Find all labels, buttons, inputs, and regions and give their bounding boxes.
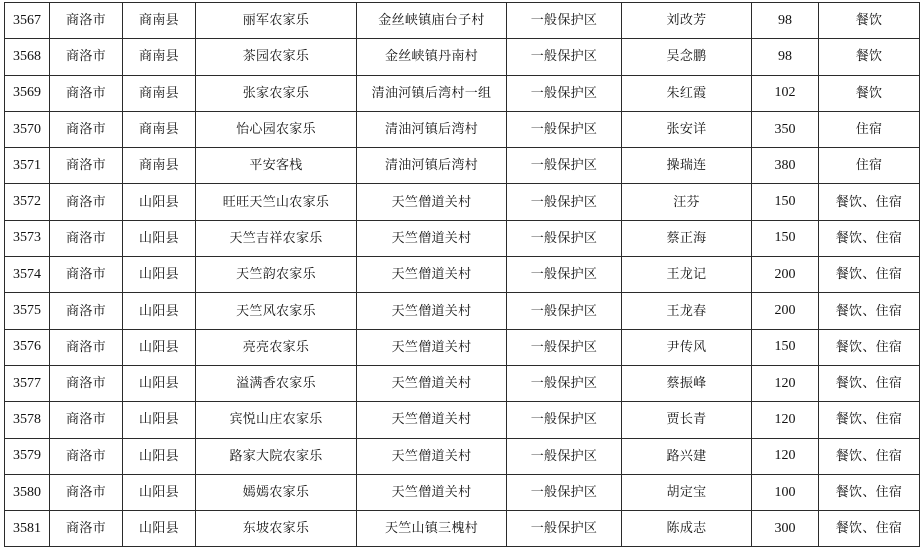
location-cell: 天竺僧道关村 bbox=[357, 293, 507, 329]
capacity-cell: 102 bbox=[752, 75, 819, 111]
location-cell: 天竺僧道关村 bbox=[357, 184, 507, 220]
city-cell: 商洛市 bbox=[50, 75, 123, 111]
location-cell: 金丝峡镇庙台子村 bbox=[357, 3, 507, 39]
table-row bbox=[5, 474, 920, 510]
table-row bbox=[5, 402, 920, 438]
location-cell: 天竺僧道关村 bbox=[357, 329, 507, 365]
zone-cell: 一般保护区 bbox=[507, 257, 622, 293]
table-row bbox=[5, 39, 920, 75]
zone-cell: 一般保护区 bbox=[507, 511, 622, 547]
business-name-cell: 张家农家乐 bbox=[196, 75, 357, 111]
row-id: 3577 bbox=[5, 365, 50, 401]
capacity-cell: 200 bbox=[752, 293, 819, 329]
type-cell: 住宿 bbox=[819, 111, 920, 147]
type-cell: 餐饮、住宿 bbox=[819, 402, 920, 438]
zone-cell: 一般保护区 bbox=[507, 329, 622, 365]
person-cell: 汪芬 bbox=[622, 184, 752, 220]
row-id: 3578 bbox=[5, 402, 50, 438]
capacity-cell: 300 bbox=[752, 511, 819, 547]
business-name-cell: 旺旺天竺山农家乐 bbox=[196, 184, 357, 220]
type-cell: 住宿 bbox=[819, 148, 920, 184]
county-cell: 山阳县 bbox=[123, 511, 196, 547]
county-cell: 山阳县 bbox=[123, 293, 196, 329]
type-cell: 餐饮、住宿 bbox=[819, 511, 920, 547]
capacity-cell: 98 bbox=[752, 3, 819, 39]
county-cell: 山阳县 bbox=[123, 220, 196, 256]
table-row bbox=[5, 184, 920, 220]
county-cell: 商南县 bbox=[123, 39, 196, 75]
row-id: 3580 bbox=[5, 474, 50, 510]
county-cell: 山阳县 bbox=[123, 184, 196, 220]
capacity-cell: 100 bbox=[752, 474, 819, 510]
type-cell: 餐饮 bbox=[819, 3, 920, 39]
capacity-cell: 120 bbox=[752, 438, 819, 474]
city-cell: 商洛市 bbox=[50, 511, 123, 547]
county-cell: 商南县 bbox=[123, 75, 196, 111]
zone-cell: 一般保护区 bbox=[507, 474, 622, 510]
city-cell: 商洛市 bbox=[50, 474, 123, 510]
table-row bbox=[5, 438, 920, 474]
capacity-cell: 120 bbox=[752, 402, 819, 438]
business-name-cell: 天竺吉祥农家乐 bbox=[196, 220, 357, 256]
city-cell: 商洛市 bbox=[50, 220, 123, 256]
type-cell: 餐饮、住宿 bbox=[819, 293, 920, 329]
type-cell: 餐饮、住宿 bbox=[819, 474, 920, 510]
county-cell: 山阳县 bbox=[123, 329, 196, 365]
table-row bbox=[5, 3, 920, 39]
city-cell: 商洛市 bbox=[50, 39, 123, 75]
row-id: 3573 bbox=[5, 220, 50, 256]
person-cell: 贾长青 bbox=[622, 402, 752, 438]
person-cell: 路兴建 bbox=[622, 438, 752, 474]
county-cell: 山阳县 bbox=[123, 438, 196, 474]
business-name-cell: 天竺韵农家乐 bbox=[196, 257, 357, 293]
table-row bbox=[5, 365, 920, 401]
type-cell: 餐饮、住宿 bbox=[819, 329, 920, 365]
zone-cell: 一般保护区 bbox=[507, 365, 622, 401]
city-cell: 商洛市 bbox=[50, 365, 123, 401]
type-cell: 餐饮、住宿 bbox=[819, 184, 920, 220]
type-cell: 餐饮、住宿 bbox=[819, 220, 920, 256]
capacity-cell: 98 bbox=[752, 39, 819, 75]
capacity-cell: 350 bbox=[752, 111, 819, 147]
business-name-cell: 丽军农家乐 bbox=[196, 3, 357, 39]
location-cell: 天竺僧道关村 bbox=[357, 474, 507, 510]
zone-cell: 一般保护区 bbox=[507, 3, 622, 39]
row-id: 3570 bbox=[5, 111, 50, 147]
person-cell: 陈成志 bbox=[622, 511, 752, 547]
city-cell: 商洛市 bbox=[50, 111, 123, 147]
business-name-cell: 路家大院农家乐 bbox=[196, 438, 357, 474]
county-cell: 商南县 bbox=[123, 3, 196, 39]
location-cell: 天竺僧道关村 bbox=[357, 402, 507, 438]
business-name-cell: 东坡农家乐 bbox=[196, 511, 357, 547]
row-id: 3581 bbox=[5, 511, 50, 547]
capacity-cell: 120 bbox=[752, 365, 819, 401]
person-cell: 王龙春 bbox=[622, 293, 752, 329]
county-cell: 商南县 bbox=[123, 111, 196, 147]
city-cell: 商洛市 bbox=[50, 148, 123, 184]
row-id: 3575 bbox=[5, 293, 50, 329]
type-cell: 餐饮 bbox=[819, 75, 920, 111]
zone-cell: 一般保护区 bbox=[507, 402, 622, 438]
city-cell: 商洛市 bbox=[50, 3, 123, 39]
location-cell: 清油河镇后湾村 bbox=[357, 111, 507, 147]
person-cell: 朱红霞 bbox=[622, 75, 752, 111]
row-id: 3576 bbox=[5, 329, 50, 365]
person-cell: 操瑞连 bbox=[622, 148, 752, 184]
person-cell: 王龙记 bbox=[622, 257, 752, 293]
zone-cell: 一般保护区 bbox=[507, 75, 622, 111]
county-cell: 山阳县 bbox=[123, 402, 196, 438]
zone-cell: 一般保护区 bbox=[507, 39, 622, 75]
county-cell: 山阳县 bbox=[123, 474, 196, 510]
business-name-cell: 怡心园农家乐 bbox=[196, 111, 357, 147]
business-name-cell: 茶园农家乐 bbox=[196, 39, 357, 75]
person-cell: 蔡振峰 bbox=[622, 365, 752, 401]
city-cell: 商洛市 bbox=[50, 293, 123, 329]
table-row bbox=[5, 148, 920, 184]
row-id: 3569 bbox=[5, 75, 50, 111]
person-cell: 尹传风 bbox=[622, 329, 752, 365]
business-name-cell: 天竺风农家乐 bbox=[196, 293, 357, 329]
business-name-cell: 亮亮农家乐 bbox=[196, 329, 357, 365]
capacity-cell: 380 bbox=[752, 148, 819, 184]
table-row bbox=[5, 220, 920, 256]
zone-cell: 一般保护区 bbox=[507, 184, 622, 220]
county-cell: 商南县 bbox=[123, 148, 196, 184]
table-row bbox=[5, 293, 920, 329]
zone-cell: 一般保护区 bbox=[507, 293, 622, 329]
person-cell: 胡定宝 bbox=[622, 474, 752, 510]
listing-table bbox=[4, 2, 920, 547]
table-row bbox=[5, 111, 920, 147]
zone-cell: 一般保护区 bbox=[507, 148, 622, 184]
business-name-cell: 宾悦山庄农家乐 bbox=[196, 402, 357, 438]
business-name-cell: 嫣嫣农家乐 bbox=[196, 474, 357, 510]
row-id: 3572 bbox=[5, 184, 50, 220]
row-id: 3574 bbox=[5, 257, 50, 293]
row-id: 3579 bbox=[5, 438, 50, 474]
type-cell: 餐饮、住宿 bbox=[819, 257, 920, 293]
table-row bbox=[5, 257, 920, 293]
location-cell: 天竺僧道关村 bbox=[357, 438, 507, 474]
capacity-cell: 150 bbox=[752, 184, 819, 220]
business-name-cell: 溢满香农家乐 bbox=[196, 365, 357, 401]
location-cell: 天竺僧道关村 bbox=[357, 365, 507, 401]
table-row bbox=[5, 511, 920, 547]
type-cell: 餐饮、住宿 bbox=[819, 365, 920, 401]
person-cell: 蔡正海 bbox=[622, 220, 752, 256]
location-cell: 金丝峡镇丹南村 bbox=[357, 39, 507, 75]
location-cell: 天竺僧道关村 bbox=[357, 220, 507, 256]
city-cell: 商洛市 bbox=[50, 257, 123, 293]
capacity-cell: 150 bbox=[752, 329, 819, 365]
location-cell: 天竺僧道关村 bbox=[357, 257, 507, 293]
county-cell: 山阳县 bbox=[123, 257, 196, 293]
zone-cell: 一般保护区 bbox=[507, 111, 622, 147]
type-cell: 餐饮 bbox=[819, 39, 920, 75]
table-row bbox=[5, 75, 920, 111]
city-cell: 商洛市 bbox=[50, 329, 123, 365]
row-id: 3568 bbox=[5, 39, 50, 75]
table-row bbox=[5, 329, 920, 365]
person-cell: 刘改芳 bbox=[622, 3, 752, 39]
row-id: 3567 bbox=[5, 3, 50, 39]
zone-cell: 一般保护区 bbox=[507, 220, 622, 256]
city-cell: 商洛市 bbox=[50, 438, 123, 474]
location-cell: 天竺山镇三槐村 bbox=[357, 511, 507, 547]
city-cell: 商洛市 bbox=[50, 402, 123, 438]
person-cell: 吴念鹏 bbox=[622, 39, 752, 75]
city-cell: 商洛市 bbox=[50, 184, 123, 220]
capacity-cell: 150 bbox=[752, 220, 819, 256]
location-cell: 清油河镇后湾村一组 bbox=[357, 75, 507, 111]
location-cell: 清油河镇后湾村 bbox=[357, 148, 507, 184]
capacity-cell: 200 bbox=[752, 257, 819, 293]
business-name-cell: 平安客栈 bbox=[196, 148, 357, 184]
county-cell: 山阳县 bbox=[123, 365, 196, 401]
row-id: 3571 bbox=[5, 148, 50, 184]
zone-cell: 一般保护区 bbox=[507, 438, 622, 474]
person-cell: 张安详 bbox=[622, 111, 752, 147]
type-cell: 餐饮、住宿 bbox=[819, 438, 920, 474]
